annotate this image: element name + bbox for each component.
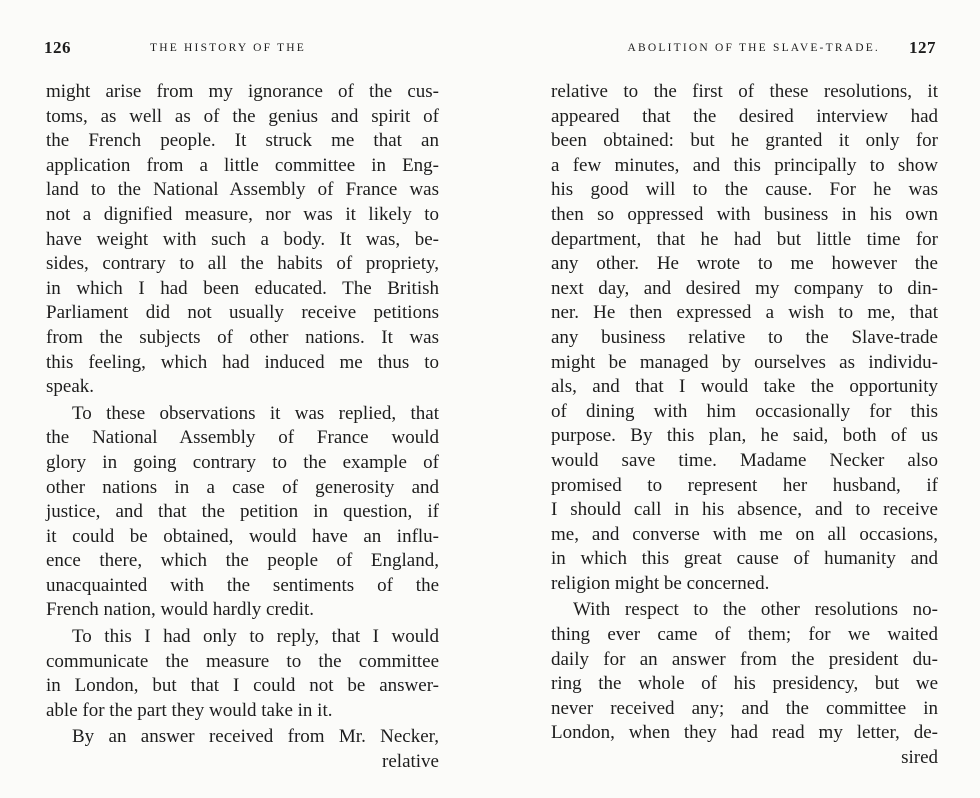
text-line: then so oppressed with business in his own: [551, 203, 938, 225]
text-line: glory in going contrary to the example of: [46, 451, 439, 473]
text-line: ner. He then expressed a wish to me, that: [551, 302, 938, 324]
text-line: als, and that I would take the opportunity: [551, 376, 938, 398]
body-text: [551, 80, 938, 771]
text-line: sides, contrary to all the habits of propriety,: [46, 253, 439, 275]
text-line: in which I had been educated. The British: [46, 277, 439, 299]
text-line: ence there, which the people of England,: [46, 550, 439, 572]
text-line: not a dignified measure, nor was it likely to: [46, 203, 439, 225]
page-number: 126: [44, 38, 71, 57]
text-line: might arise from my ignorance of the cus-: [46, 81, 439, 102]
running-head: ABOLITION OF THE SLAVE-TRADE.: [627, 42, 880, 54]
text-line: purpose. By this plan, he said, both of us: [551, 425, 938, 447]
text-line: the National Assembly of France would: [46, 427, 439, 449]
text-line: of dining with him occasionally for this: [551, 400, 938, 422]
text-line: been obtained: but he granted it only for: [551, 130, 938, 152]
text-line: French nation, would hardly credit.: [46, 599, 315, 621]
text-line: might be managed by ourselves as individu-: [551, 351, 938, 373]
text-line: any business relative to the Slave-trade: [551, 326, 938, 348]
catchword: sired: [901, 747, 938, 769]
text-line: would save time. Madame Necker also: [551, 449, 938, 471]
text-line: ring the whole of his presidency, but we: [551, 673, 938, 695]
text-line: the French people. It struck me that an: [46, 130, 439, 152]
text-line: unacquainted with the sentiments of the: [46, 574, 439, 596]
text-line: department, that he had but little time for: [551, 228, 938, 250]
text-line: justice, and that the petition in question, if: [46, 501, 439, 523]
text-line: I should call in his absence, and to receive: [551, 499, 938, 521]
text-line: To this I had only to reply, that I would: [72, 626, 439, 648]
text-line: application from a little committee in Eng-: [46, 154, 439, 176]
text-line: communicate the measure to the committee: [46, 650, 439, 672]
text-line: in London, but that I could not be answer-: [46, 675, 439, 697]
text-line: me, and converse with me on all occasions,: [551, 523, 938, 545]
text-line: have weight with such a body. It was, be-: [46, 228, 439, 250]
text-line: toms, as well as of the genius and spirit of: [46, 105, 439, 127]
text-line: next day, and desired my company to din-: [551, 277, 938, 299]
text-line: relative to the first of these resolutions, it: [551, 81, 938, 102]
text-line: this feeling, which had induced me thus to: [46, 351, 439, 373]
text-line: religion might be concerned.: [551, 572, 770, 594]
text-line: his good will to the cause. For he was: [551, 179, 938, 201]
text-line: With respect to the other resolutions no-: [573, 599, 938, 621]
text-line: able for the part they would take in it.: [46, 699, 333, 721]
text-line: speak.: [46, 376, 95, 398]
text-line: London, when they had read my letter, de-: [551, 722, 938, 744]
text-line: By an answer received from Mr. Necker,: [72, 726, 439, 748]
text-line: appeared that the desired interview had: [551, 105, 938, 127]
body-text: [46, 80, 439, 775]
text-line: daily for an answer from the president du-: [551, 648, 938, 670]
text-line: Parliament did not usually receive petitions: [46, 302, 439, 324]
text-line: To these observations it was replied, that: [72, 402, 439, 424]
text-line: promised to represent her husband, if: [551, 474, 938, 496]
text-line: land to the National Assembly of France was: [46, 179, 439, 201]
text-line: it could be obtained, would have an influ-: [46, 525, 439, 547]
text-line: a few minutes, and this principally to show: [551, 154, 938, 176]
text-line: other nations in a case of generosity and: [46, 476, 439, 498]
text-line: in which this great cause of humanity and: [551, 548, 938, 570]
text-line: thing ever came of them; for we waited: [551, 624, 938, 646]
running-head: THE HISTORY OF THE: [150, 42, 306, 54]
text-line: never received any; and the committee in: [551, 697, 938, 719]
text-line: from the subjects of other nations. It was: [46, 326, 439, 348]
page-number: 127: [909, 38, 936, 57]
catchword: relative: [382, 751, 439, 773]
text-line: any other. He wrote to me however the: [551, 253, 938, 275]
right-page: [490, 0, 980, 798]
